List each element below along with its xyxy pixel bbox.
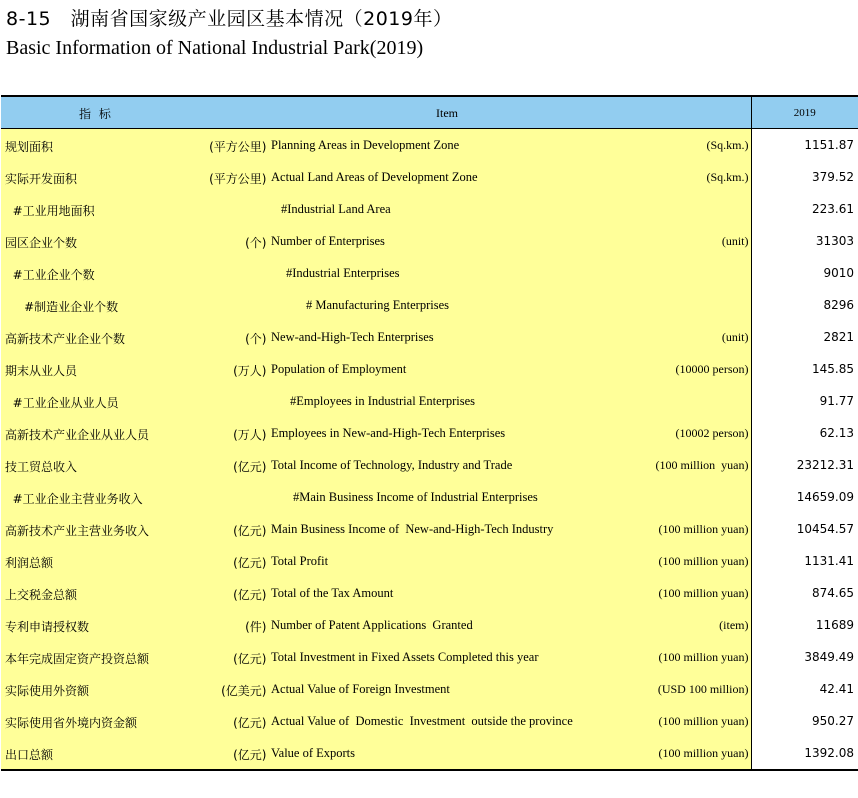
unit-cn: (万人) — [233, 428, 267, 442]
indicator-cell — [1, 353, 751, 385]
value-2019: 223.61 — [751, 193, 858, 225]
unit-cn: (平方公里) — [209, 172, 267, 186]
value-2019: 145.85 — [751, 353, 858, 385]
indicator-cell — [1, 193, 751, 225]
value-2019: 42.41 — [751, 673, 858, 705]
unit-cn: (亿元) — [233, 588, 267, 602]
table-row — [1, 161, 858, 193]
indicator-cn: #工业企业主营业务收入 — [5, 492, 143, 506]
indicator-en: # Manufacturing Enterprises — [306, 298, 450, 312]
header-indicator: 指 标 — [79, 107, 113, 121]
indicator-cn: 本年完成固定资产投资总额 — [5, 652, 150, 666]
indicator-cell — [1, 641, 751, 673]
indicator-cn: 专利申请授权数 — [5, 620, 90, 634]
table-row — [1, 225, 858, 257]
table-row — [1, 129, 858, 162]
indicator-cell — [1, 481, 751, 513]
value-2019: 379.52 — [751, 161, 858, 193]
indicator-cn: 高新技术产业企业从业人员 — [5, 428, 150, 442]
unit-en: (100 million yuan) — [658, 554, 749, 568]
indicator-en: Total Investment in Fixed Assets Completed this year — [271, 650, 539, 664]
table-header-row — [1, 96, 858, 129]
unit-cn: (亿美元) — [221, 684, 267, 698]
unit-cn: (亿元) — [233, 748, 267, 762]
table-row — [1, 673, 858, 705]
indicator-cn: 利润总额 — [5, 556, 54, 570]
unit-en: (unit) — [721, 330, 749, 344]
indicator-en: Total Profit — [271, 554, 329, 568]
value-2019: 62.13 — [751, 417, 858, 449]
unit-en: (100 million yuan) — [658, 650, 749, 664]
table-row — [1, 577, 858, 609]
unit-en: (100 million yuan) — [658, 714, 749, 728]
value-2019: 10454.57 — [751, 513, 858, 545]
table-title-en: Basic Information of National Industrial Park(2019) — [6, 37, 424, 59]
table-title-cn: 8-15 湖南省国家级产业园区基本情况（2019年） — [6, 8, 453, 30]
indicator-en: #Industrial Land Area — [281, 202, 391, 216]
table-row — [1, 545, 858, 577]
indicator-cn: 技工贸总收入 — [5, 460, 78, 474]
unit-en: (100 million yuan) — [655, 458, 749, 472]
indicator-cell — [1, 513, 751, 545]
indicator-cn: 出口总额 — [5, 748, 54, 762]
table-row — [1, 289, 858, 321]
value-2019: 9010 — [751, 257, 858, 289]
value-2019: 2821 — [751, 321, 858, 353]
indicator-en: Employees in New-and-High-Tech Enterprises — [271, 426, 506, 440]
indicator-cn: #工业用地面积 — [5, 204, 95, 218]
table-row — [1, 417, 858, 449]
indicator-cell — [1, 705, 751, 737]
unit-cn: (万人) — [233, 364, 267, 378]
unit-cn: (亿元) — [233, 460, 267, 474]
unit-cn: (亿元) — [233, 556, 267, 570]
table-row — [1, 449, 858, 481]
indicator-en: Total of the Tax Amount — [271, 586, 394, 600]
indicator-cn: 园区企业个数 — [5, 236, 78, 250]
unit-cn: (亿元) — [233, 716, 267, 730]
table-row — [1, 321, 858, 353]
unit-cn: (平方公里) — [209, 140, 267, 154]
indicator-en: #Main Business Income of Industrial Enterprises — [293, 490, 538, 504]
header-year: 2019 — [751, 96, 858, 129]
value-2019: 874.65 — [751, 577, 858, 609]
indicator-cell — [1, 673, 751, 705]
indicator-en: Number of Patent Applications Granted — [271, 618, 473, 632]
unit-cn: (件) — [245, 620, 267, 634]
indicator-en: New-and-High-Tech Enterprises — [271, 330, 434, 344]
header-cell-item — [1, 96, 751, 129]
indicator-cn: 实际开发面积 — [5, 172, 78, 186]
table-row — [1, 737, 858, 770]
value-2019: 23212.31 — [751, 449, 858, 481]
indicator-cn: #制造业企业个数 — [5, 300, 119, 314]
indicator-en: Actual Value of Foreign Investment — [271, 682, 450, 696]
unit-en: (Sq.km.) — [706, 170, 749, 184]
value-2019: 1392.08 — [751, 737, 858, 770]
unit-cn: (亿元) — [233, 524, 267, 538]
indicator-cn: #工业企业个数 — [5, 268, 95, 282]
indicator-cell — [1, 545, 751, 577]
indicator-cell — [1, 417, 751, 449]
indicator-cell — [1, 289, 751, 321]
indicator-cn: 规划面积 — [5, 140, 54, 154]
industrial-park-table — [1, 95, 858, 771]
unit-en: (item) — [719, 618, 749, 632]
indicator-en: Main Business Income of New-and-High-Tech Industry — [271, 522, 554, 536]
indicator-cn: 实际使用外资额 — [5, 684, 90, 698]
indicator-cell — [1, 577, 751, 609]
indicator-en: Total Income of Technology, Industry and Trade — [271, 458, 513, 472]
unit-en: (10000 person) — [675, 362, 749, 376]
indicator-en: Actual Value of Domestic Investment outside the province — [271, 714, 573, 728]
indicator-cell — [1, 385, 751, 417]
unit-en: (100 million yuan) — [658, 746, 749, 760]
indicator-en: Value of Exports — [271, 746, 356, 760]
indicator-cn: 上交税金总额 — [5, 588, 78, 602]
unit-cn: (个) — [245, 332, 267, 346]
table-row — [1, 481, 858, 513]
table-row — [1, 257, 858, 289]
indicator-cn: 实际使用省外境内资金额 — [5, 716, 138, 730]
indicator-en: Population of Employment — [271, 362, 407, 376]
value-2019: 950.27 — [751, 705, 858, 737]
indicator-cell — [1, 609, 751, 641]
value-2019: 91.77 — [751, 385, 858, 417]
indicator-cn: #工业企业从业人员 — [5, 396, 119, 410]
value-2019: 8296 — [751, 289, 858, 321]
indicator-cell — [1, 257, 751, 289]
value-2019: 14659.09 — [751, 481, 858, 513]
value-2019: 1131.41 — [751, 545, 858, 577]
indicator-cn: 高新技术产业主营业务收入 — [5, 524, 150, 538]
indicator-cell — [1, 225, 751, 257]
indicator-en: Actual Land Areas of Development Zone — [271, 170, 478, 184]
value-2019: 1151.87 — [751, 129, 858, 162]
value-2019: 11689 — [751, 609, 858, 641]
unit-en: (USD 100 million) — [657, 682, 749, 696]
unit-cn: (亿元) — [233, 652, 267, 666]
indicator-en: #Employees in Industrial Enterprises — [290, 394, 476, 408]
indicator-en: Planning Areas in Development Zone — [271, 138, 460, 152]
table-row — [1, 609, 858, 641]
indicator-cell — [1, 321, 751, 353]
indicator-cell — [1, 129, 751, 162]
indicator-en: Number of Enterprises — [271, 234, 385, 248]
indicator-cn: 期末从业人员 — [5, 364, 78, 378]
table-row — [1, 385, 858, 417]
indicator-cell — [1, 449, 751, 481]
unit-cn: (个) — [245, 236, 267, 250]
table-row — [1, 193, 858, 225]
indicator-cell — [1, 161, 751, 193]
table-row — [1, 513, 858, 545]
header-item: Item — [436, 106, 458, 120]
unit-en: (10002 person) — [675, 426, 749, 440]
table-row — [1, 705, 858, 737]
indicator-cn: 高新技术产业企业个数 — [5, 332, 126, 346]
table-row — [1, 641, 858, 673]
unit-en: (unit) — [721, 234, 749, 248]
unit-en: (100 million yuan) — [658, 586, 749, 600]
unit-en: (100 million yuan) — [658, 522, 749, 536]
indicator-en: #Industrial Enterprises — [286, 266, 400, 280]
table-row — [1, 353, 858, 385]
value-2019: 31303 — [751, 225, 858, 257]
value-2019: 3849.49 — [751, 641, 858, 673]
unit-en: (Sq.km.) — [706, 138, 749, 152]
indicator-cell — [1, 737, 751, 770]
